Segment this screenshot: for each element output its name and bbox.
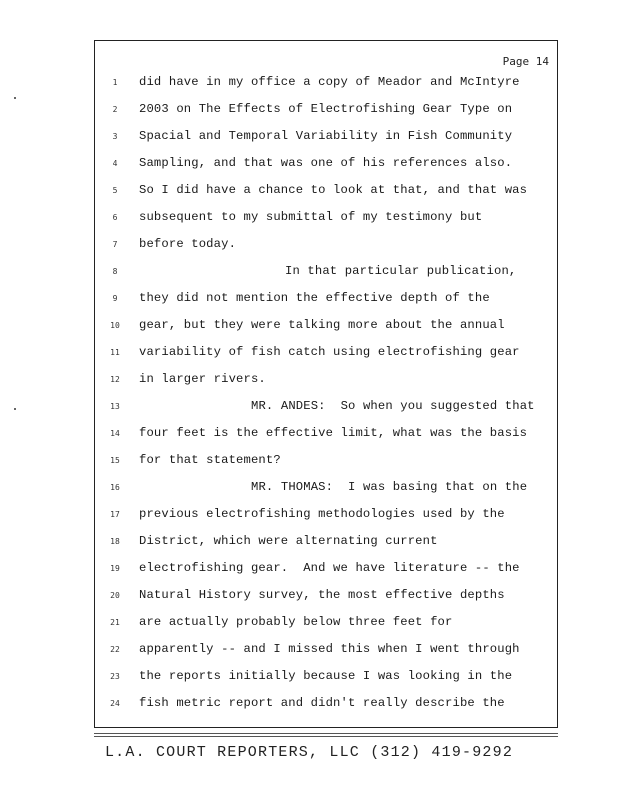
line-text: did have in my office a copy of Meador and McIntyre — [139, 75, 520, 89]
line-number: 6 — [112, 213, 118, 222]
line-text: Spacial and Temporal Variability in Fish Community — [139, 129, 513, 143]
transcript-page — [94, 40, 558, 728]
transcript-line — [95, 669, 559, 689]
transcript-line — [95, 588, 559, 608]
line-text: 2003 on The Effects of Electrofishing Gear Type on — [139, 102, 513, 116]
transcript-line — [95, 426, 559, 446]
line-text: apparently -- and I missed this when I went through — [139, 642, 520, 656]
line-number: 2 — [112, 105, 118, 114]
line-text: So I did have a chance to look at that, and that was — [139, 183, 528, 197]
transcript-line — [95, 534, 559, 554]
line-text: MR. THOMAS: I was basing that on the — [251, 480, 528, 494]
footer-rule-top — [94, 733, 558, 734]
transcript-line — [95, 561, 559, 581]
transcript-line — [95, 75, 559, 95]
transcript-line — [95, 264, 559, 284]
line-number: 21 — [110, 618, 120, 627]
line-number: 23 — [110, 672, 120, 681]
line-number: 7 — [112, 240, 118, 249]
line-number: 20 — [110, 591, 120, 600]
line-number: 1 — [112, 78, 118, 87]
line-text: before today. — [139, 237, 237, 251]
line-number: 10 — [110, 321, 120, 330]
transcript-line — [95, 345, 559, 365]
line-text: electrofishing gear. And we have literature -- the — [139, 561, 520, 575]
line-number: 15 — [110, 456, 120, 465]
line-number: 4 — [112, 159, 118, 168]
line-text: are actually probably below three feet for — [139, 615, 453, 629]
line-text: District, which were alternating current — [139, 534, 438, 548]
transcript-line — [95, 210, 559, 230]
line-number: 14 — [110, 429, 120, 438]
line-text: gear, but they were talking more about the annual — [139, 318, 505, 332]
transcript-line — [95, 642, 559, 662]
transcript-line — [95, 480, 559, 500]
line-text: Sampling, and that was one of his references also. — [139, 156, 513, 170]
line-number: 19 — [110, 564, 120, 573]
page-number: Page 14 — [502, 55, 549, 68]
margin-mark — [14, 97, 16, 99]
line-number: 16 — [110, 483, 120, 492]
transcript-line — [95, 318, 559, 338]
transcript-line — [95, 129, 559, 149]
line-text: previous electrofishing methodologies used by the — [139, 507, 505, 521]
margin-mark — [14, 408, 16, 410]
line-text: variability of fish catch using electrofishing gear — [139, 345, 520, 359]
line-number: 9 — [112, 294, 118, 303]
transcript-line — [95, 102, 559, 122]
transcript-line — [95, 183, 559, 203]
transcript-line — [95, 237, 559, 257]
line-number: 8 — [112, 267, 118, 276]
line-number: 24 — [110, 699, 120, 708]
line-text: Natural History survey, the most effective depths — [139, 588, 505, 602]
line-text: MR. ANDES: So when you suggested that — [251, 399, 535, 413]
line-text: they did not mention the effective depth of the — [139, 291, 490, 305]
transcript-line — [95, 615, 559, 635]
line-number: 3 — [112, 132, 118, 141]
line-text: subsequent to my submittal of my testimony but — [139, 210, 483, 224]
footer-reporter: L.A. COURT REPORTERS, LLC (312) 419-9292 — [104, 744, 514, 761]
line-number: 12 — [110, 375, 120, 384]
line-number: 17 — [110, 510, 120, 519]
line-text: for that statement? — [139, 453, 281, 467]
transcript-line — [95, 507, 559, 527]
line-text: in larger rivers. — [139, 372, 266, 386]
line-number: 13 — [110, 402, 120, 411]
transcript-line — [95, 156, 559, 176]
line-text: fish metric report and didn't really describe the — [139, 696, 505, 710]
line-number: 18 — [110, 537, 120, 546]
transcript-line — [95, 453, 559, 473]
line-number: 22 — [110, 645, 120, 654]
line-text: four feet is the effective limit, what was the basis — [139, 426, 528, 440]
transcript-line — [95, 372, 559, 392]
line-text: In that particular publication, — [285, 264, 517, 278]
transcript-line — [95, 399, 559, 419]
transcript-line — [95, 696, 559, 716]
line-number: 11 — [110, 348, 120, 357]
transcript-line — [95, 291, 559, 311]
line-text: the reports initially because I was looking in the — [139, 669, 513, 683]
line-number: 5 — [112, 186, 118, 195]
footer-rule-bottom — [94, 736, 558, 737]
